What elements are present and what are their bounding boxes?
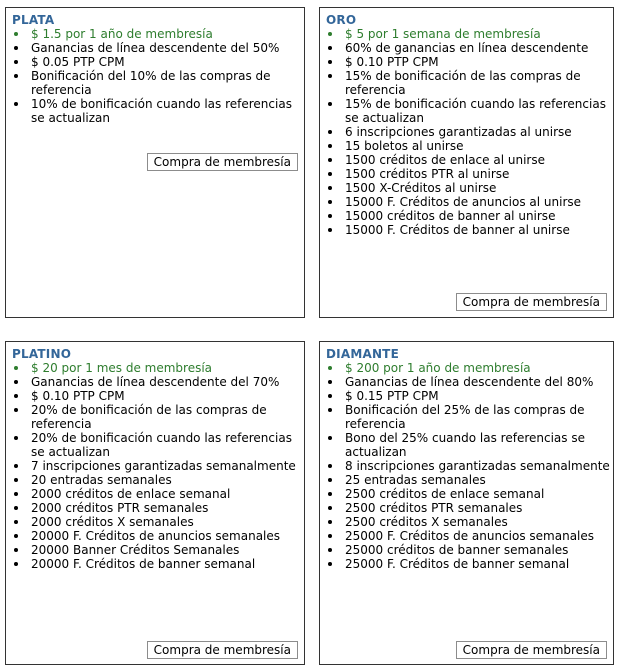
feature-item: 1500 créditos de enlace al unirse (320, 153, 611, 167)
feature-item: 20000 Banner Créditos Semanales (6, 543, 302, 557)
feature-item: 15% de bonificación cuando las referencias se actualizan (320, 97, 611, 125)
feature-item: 20000 F. Créditos de anuncios semanales (6, 529, 302, 543)
plan-title: DIAMANTE (326, 347, 399, 361)
feature-item: $ 0.10 PTP CPM (320, 55, 611, 69)
feature-item: 15000 créditos de banner al unirse (320, 209, 611, 223)
feature-item: $ 0.15 PTP CPM (320, 389, 611, 403)
plan-price: $ 1.5 por 1 año de membresía (6, 27, 302, 41)
feature-item: 1500 X-Créditos al unirse (320, 181, 611, 195)
feature-item: 15000 F. Créditos de banner al unirse (320, 223, 611, 237)
feature-item: Bono del 25% cuando las referencias se actualizan (320, 431, 611, 459)
feature-item: 60% de ganancias en línea descendente (320, 41, 611, 55)
feature-item: 10% de bonificación cuando las referencias se actualizan (6, 97, 302, 125)
feature-item: 6 inscripciones garantizadas al unirse (320, 125, 611, 139)
feature-item: Ganancias de línea descendente del 50% (6, 41, 302, 55)
feature-list (320, 27, 611, 237)
plan-price: $ 200 por 1 año de membresía (320, 361, 611, 375)
feature-item: 1500 créditos PTR al unirse (320, 167, 611, 181)
feature-item: 2000 créditos X semanales (6, 515, 302, 529)
feature-item: 15000 F. Créditos de anuncios al unirse (320, 195, 611, 209)
feature-item: 2500 créditos PTR semanales (320, 501, 611, 515)
buy-membership-button[interactable]: Compra de membresía (456, 641, 607, 659)
feature-item: 25 entradas semanales (320, 473, 611, 487)
buy-membership-button[interactable]: Compra de membresía (456, 293, 607, 311)
feature-item: Ganancias de línea descendente del 70% (6, 375, 302, 389)
feature-item: 2500 créditos de enlace semanal (320, 487, 611, 501)
feature-item: Ganancias de línea descendente del 80% (320, 375, 611, 389)
plan-title: ORO (326, 13, 357, 27)
feature-item: $ 0.10 PTP CPM (6, 389, 302, 403)
feature-item: 7 inscripciones garantizadas semanalmente (6, 459, 302, 473)
plan-title: PLATINO (12, 347, 72, 361)
feature-item: 25000 F. Créditos de anuncios semanales (320, 529, 611, 543)
feature-item: 20% de bonificación cuando las referencias se actualizan (6, 431, 302, 459)
feature-list (6, 27, 302, 125)
plan-card-plata (5, 7, 305, 318)
plan-price: $ 20 por 1 mes de membresía (6, 361, 302, 375)
plan-title: PLATA (12, 13, 55, 27)
feature-item: 20% de bonificación de las compras de referencia (6, 403, 302, 431)
plan-card-oro (319, 7, 614, 318)
feature-item: 20000 F. Créditos de banner semanal (6, 557, 302, 571)
feature-list (320, 361, 611, 571)
feature-item: 25000 créditos de banner semanales (320, 543, 611, 557)
feature-item: 15 boletos al unirse (320, 139, 611, 153)
feature-item: $ 0.05 PTP CPM (6, 55, 302, 69)
feature-item: 8 inscripciones garantizadas semanalmente (320, 459, 611, 473)
feature-item: 2000 créditos PTR semanales (6, 501, 302, 515)
feature-list (6, 361, 302, 571)
feature-item: Bonificación del 10% de las compras de referencia (6, 69, 302, 97)
feature-item: Bonificación del 25% de las compras de referencia (320, 403, 611, 431)
plan-price: $ 5 por 1 semana de membresía (320, 27, 611, 41)
feature-item: 20 entradas semanales (6, 473, 302, 487)
feature-item: 25000 F. Créditos de banner semanal (320, 557, 611, 571)
buy-membership-button[interactable]: Compra de membresía (147, 153, 298, 171)
feature-item: 2500 créditos X semanales (320, 515, 611, 529)
plan-card-diamante (319, 341, 614, 665)
buy-membership-button[interactable]: Compra de membresía (147, 641, 298, 659)
plan-card-platino (5, 341, 305, 665)
feature-item: 15% de bonificación de las compras de referencia (320, 69, 611, 97)
feature-item: 2000 créditos de enlace semanal (6, 487, 302, 501)
